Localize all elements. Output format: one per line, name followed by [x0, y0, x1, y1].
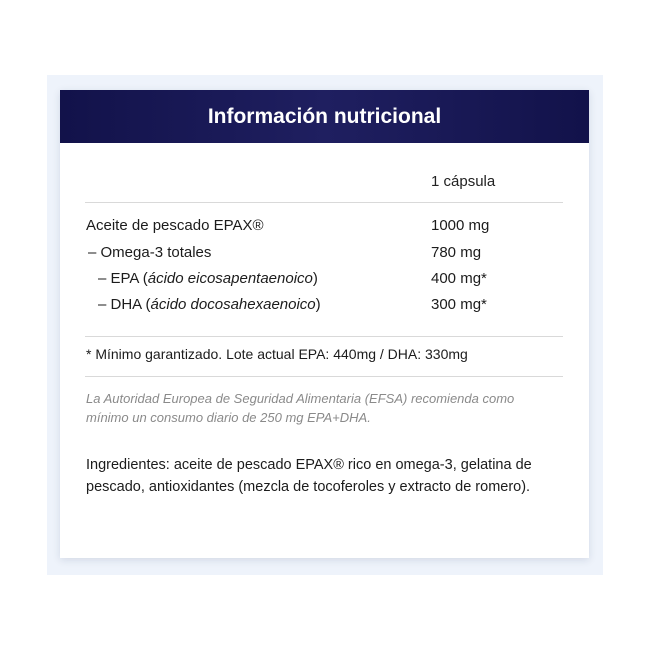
- nutrition-card: [60, 90, 589, 558]
- efsa-note: La Autoridad Europea de Seguridad Alimentaria (EFSA) recomienda como mínimo un consumo diario de 250 mg EPA+DHA.: [86, 391, 515, 425]
- card-title: Información nutricional: [207, 105, 442, 128]
- row-name: – Omega-3 totales: [88, 244, 212, 261]
- ingredients-text: Ingredientes: aceite de pescado EPAX® rico en omega-3, gelatina de pescado, antioxidantes (mezcla de tocoferoles y extracto de romero).: [86, 457, 532, 495]
- row-value: 1000 mg: [431, 217, 490, 234]
- divider: [85, 202, 563, 203]
- row-value: 300 mg*: [431, 296, 487, 313]
- row-value: 780 mg: [431, 244, 482, 261]
- footnote: * Mínimo garantizado. Lote actual EPA: 440mg / DHA: 330mg: [86, 346, 468, 362]
- row-name: Aceite de pescado EPAX®: [86, 217, 264, 234]
- row-name: – EPA (ácido eicosapentaenoico): [98, 270, 318, 287]
- divider: [85, 336, 563, 337]
- row-name: – DHA (ácido docosahexaenoico): [98, 296, 321, 313]
- ingredients-label: Ingredientes:: [86, 457, 170, 473]
- divider: [85, 376, 563, 377]
- card-header: [60, 90, 589, 143]
- serving-column-header: 1 cápsula: [431, 173, 496, 190]
- row-value: 400 mg*: [431, 270, 487, 287]
